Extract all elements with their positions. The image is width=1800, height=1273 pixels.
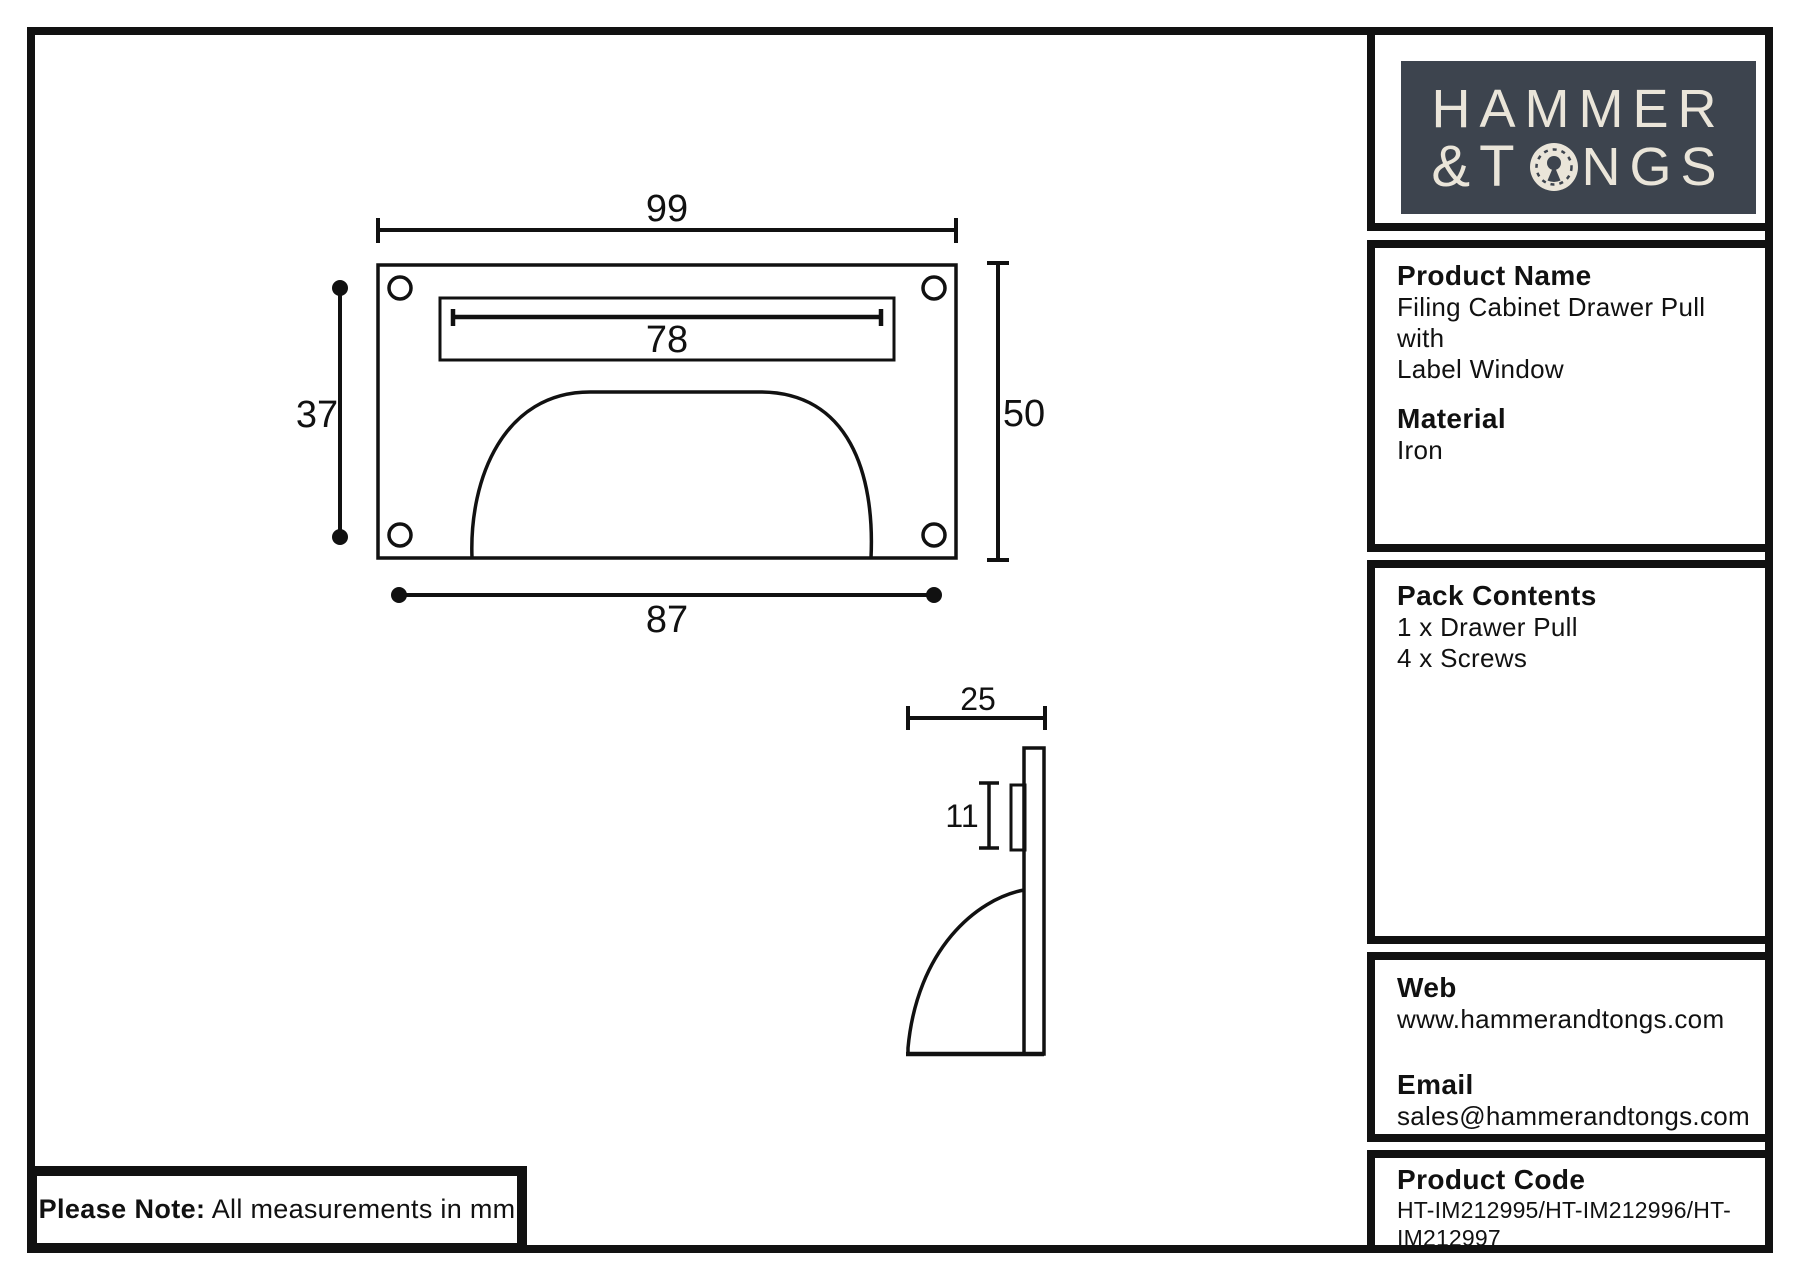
- cup-pull-profile: [908, 890, 1024, 1053]
- web-label: Web: [1397, 972, 1457, 1003]
- pack-item: 4 x Screws: [1397, 643, 1528, 673]
- product-info-panel: [1367, 240, 1773, 552]
- dim-label-50: 50: [1002, 393, 1046, 435]
- dim-label-37: 37: [295, 394, 339, 436]
- pack-contents-label: Pack Contents: [1397, 580, 1597, 611]
- dim-label-99: 99: [645, 188, 689, 230]
- side-view: [906, 706, 1045, 1054]
- material-value: Iron: [1397, 435, 1444, 465]
- material-label: Material: [1397, 403, 1507, 434]
- front-view: [332, 218, 1009, 603]
- product-code-panel: [1367, 1150, 1773, 1253]
- note-label: Please Note:: [38, 1194, 206, 1224]
- dim-label-78: 78: [645, 319, 689, 361]
- web-url: www.hammerandtongs.com: [1397, 1004, 1725, 1034]
- pack-item: 1 x Drawer Pull: [1397, 612, 1578, 642]
- keyhole-icon: [1529, 142, 1579, 192]
- logo-word-hammer: HAMMER: [1431, 78, 1726, 139]
- dim-label-11: 11: [945, 798, 979, 834]
- measurements-note: [27, 1166, 527, 1253]
- product-name-line2: Label Window: [1397, 354, 1564, 384]
- product-code-label: Product Code: [1397, 1164, 1586, 1195]
- dim-label-window-height: [979, 783, 999, 848]
- note-text: All measurements in mm: [205, 1194, 516, 1224]
- logo-panel: [1367, 27, 1773, 231]
- logo-word-ngs: NGS: [1581, 136, 1726, 197]
- email-label: Email: [1397, 1069, 1474, 1100]
- product-name-line1: Filing Cabinet Drawer Pull with: [1397, 292, 1706, 353]
- email-address: sales@hammerandtongs.com: [1397, 1101, 1750, 1131]
- side-plate: [1024, 748, 1044, 1054]
- product-code-value: HT-IM212995/HT-IM212996/HT-IM212997: [1397, 1197, 1731, 1251]
- pack-contents-panel: [1367, 560, 1773, 944]
- hammer-and-tongs-logo: [1401, 61, 1756, 214]
- logo-ampersand-t: &T: [1431, 133, 1524, 199]
- dim-label-87: 87: [645, 599, 689, 641]
- dim-label-25: 25: [960, 681, 996, 717]
- logo-line-2: [1431, 133, 1726, 199]
- logo-line-1: [1431, 78, 1726, 139]
- product-name-label: Product Name: [1397, 260, 1592, 291]
- contact-panel: [1367, 952, 1773, 1142]
